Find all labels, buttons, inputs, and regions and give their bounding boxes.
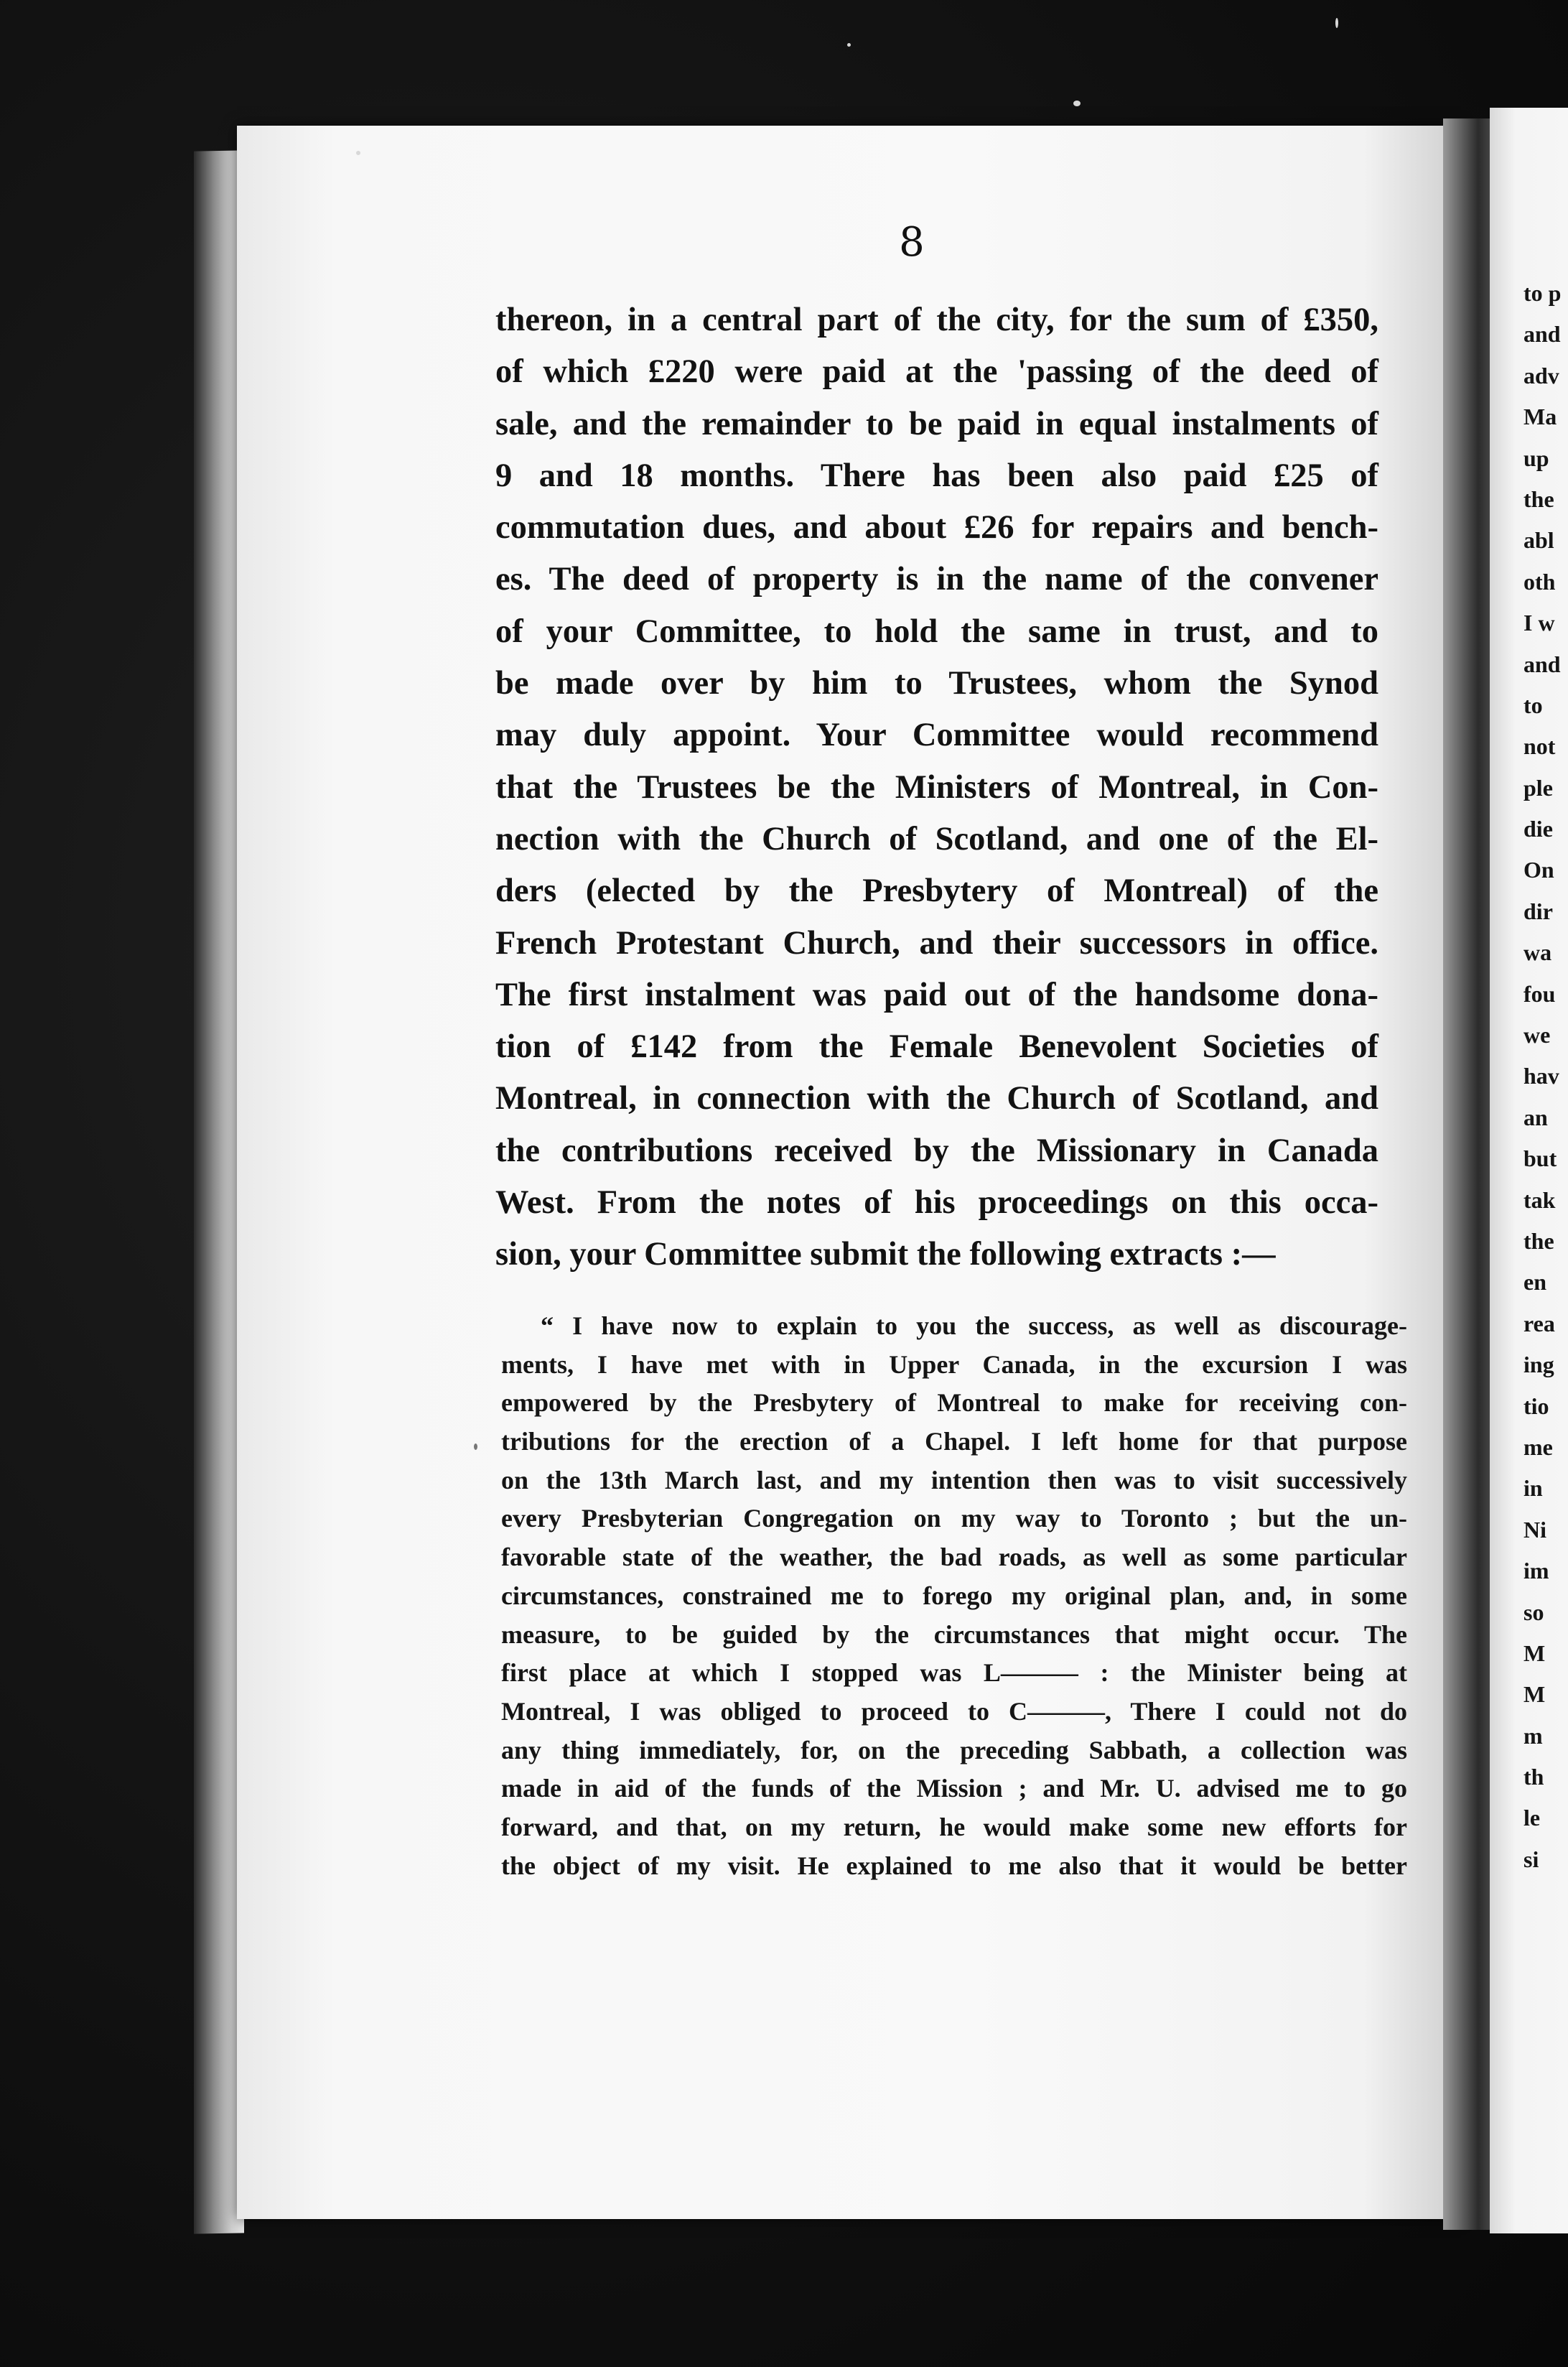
fragment-line: in [1523, 1475, 1543, 1502]
quote-line: tributions for the erection of a Chapel. I left home for that purpose [501, 1427, 1407, 1456]
fragment-line: the [1523, 485, 1554, 512]
fragment-line: to [1523, 692, 1543, 718]
fragment-line: le [1523, 1805, 1541, 1831]
text-line: Montreal, in connection with the Church of Scotland, and [495, 1080, 1378, 1117]
fragment-line: m [1523, 1722, 1543, 1749]
fragment-line: th [1523, 1764, 1544, 1790]
text-line: ders (elected by the Presbytery of Montreal) of the [495, 873, 1378, 910]
quote-line: measure, to be guided by the circumstances that might occur. The [501, 1619, 1407, 1649]
text-line: French Protestant Church, and their successors in office. [495, 924, 1378, 962]
fragment-line: ing [1523, 1352, 1554, 1378]
fragment-line: die [1523, 816, 1553, 842]
quote-line: Montreal, I was obliged to proceed to C———, There I could not do [501, 1696, 1407, 1726]
fragment-line: I w [1523, 610, 1555, 636]
page-number: 8 [899, 219, 925, 266]
fragment-line: an [1523, 1104, 1548, 1130]
text-line: of which £220 were paid at the 'passing of the deed of [495, 353, 1378, 391]
fragment-line: we [1523, 1022, 1551, 1048]
main-paragraph [495, 294, 1378, 1281]
fragment-line: the [1523, 1227, 1554, 1254]
text-line: tion of £142 from the Female Benevolent Societies of [495, 1028, 1378, 1066]
fragment-line: tio [1523, 1392, 1549, 1419]
fragment-line: fou [1523, 980, 1556, 1007]
fragment-line: wa [1523, 939, 1552, 966]
fragment-line: and [1523, 321, 1561, 348]
text-line: the contributions received by the Missionary in Canada [495, 1132, 1378, 1169]
fragment-line: oth [1523, 568, 1556, 595]
facing-page-text-fragments [1523, 273, 1568, 1880]
text-line: sale, and the remainder to be paid in equal instalments of [495, 405, 1378, 442]
quote-line: ments, I have met with in Upper Canada, in the excursion I was [501, 1349, 1407, 1379]
quote-line: “ I have now to explain to you the success, as well as discourage- [541, 1311, 1407, 1340]
quote-line: empowered by the Presbytery of Montreal to make for receiving con- [501, 1388, 1407, 1418]
quote-line: first place at which I stopped was L——— : the Minister being at [501, 1658, 1407, 1688]
fragment-line: On [1523, 857, 1554, 883]
fragment-line: M [1523, 1640, 1546, 1666]
text-line: may duly appoint. Your Committee would recommend [495, 717, 1378, 754]
fragment-line: im [1523, 1558, 1549, 1584]
fragment-line: to p [1523, 280, 1562, 306]
fragment-line: me [1523, 1433, 1553, 1460]
text-line: thereon, in a central part of the city, for the sum of £350, [495, 302, 1378, 338]
fragment-line: dir [1523, 898, 1553, 924]
fragment-line: ple [1523, 774, 1553, 801]
text-line: West. From the notes of his proceedings on this occa- [495, 1184, 1378, 1222]
quoted-extract [501, 1307, 1407, 1885]
fragment-line: rea [1523, 1310, 1555, 1336]
fragment-line: adv [1523, 362, 1559, 389]
fragment-line: Ma [1523, 404, 1557, 430]
quote-line: forward, and that, on my return, he would make some new efforts for [501, 1812, 1407, 1841]
fragment-line: si [1523, 1846, 1539, 1872]
quote-line: the object of my visit. He explained to me also that it would be better [501, 1851, 1407, 1880]
text-line: 9 and 18 months. There has been also paid £25 of [495, 457, 1378, 494]
fragment-line: Ni [1523, 1516, 1546, 1543]
fragment-line: not [1523, 733, 1556, 760]
fragment-line: abl [1523, 527, 1554, 554]
text-line: that the Trustees be the Ministers of Montreal, in Con- [495, 768, 1378, 806]
text-line: The first instalment was paid out of the handsome dona- [495, 976, 1378, 1013]
fragment-line: but [1523, 1145, 1557, 1172]
text-line: nection with the Church of Scotland, and one of the El- [495, 820, 1378, 857]
fragment-line: hav [1523, 1063, 1559, 1089]
fragment-line: en [1523, 1269, 1546, 1296]
fragment-line: tak [1523, 1186, 1556, 1213]
text-line: of your Committee, to hold the same in trust, and to [495, 613, 1378, 650]
quote-line: any thing immediately, for, on the preceding Sabbath, a collection was [501, 1735, 1407, 1764]
quote-line: favorable state of the weather, the bad roads, as well as some particular [501, 1543, 1407, 1572]
text-line: sion, your Committee submit the following extracts :— [495, 1236, 1276, 1273]
text-line: es. The deed of property is in the name of the convener [495, 561, 1378, 598]
quote-line: circumstances, constrained me to forego my original plan, and, in some [501, 1581, 1407, 1610]
text-line: be made over by him to Trustees, whom the Synod [495, 665, 1378, 702]
fragment-line: up [1523, 445, 1549, 471]
fragment-line: and [1523, 651, 1561, 677]
quote-line: every Presbyterian Congregation on my way to Toronto ; but the un- [501, 1504, 1407, 1533]
fragment-line: M [1523, 1681, 1546, 1708]
quote-line: on the 13th March last, and my intention then was to visit successively [501, 1465, 1407, 1494]
text-line: commutation dues, and about £26 for repairs and bench- [495, 509, 1378, 547]
fragment-line: so [1523, 1599, 1544, 1625]
quote-line: made in aid of the funds of the Mission ; and Mr. U. advised me to go [501, 1774, 1407, 1803]
book-gutter [1443, 118, 1493, 2230]
